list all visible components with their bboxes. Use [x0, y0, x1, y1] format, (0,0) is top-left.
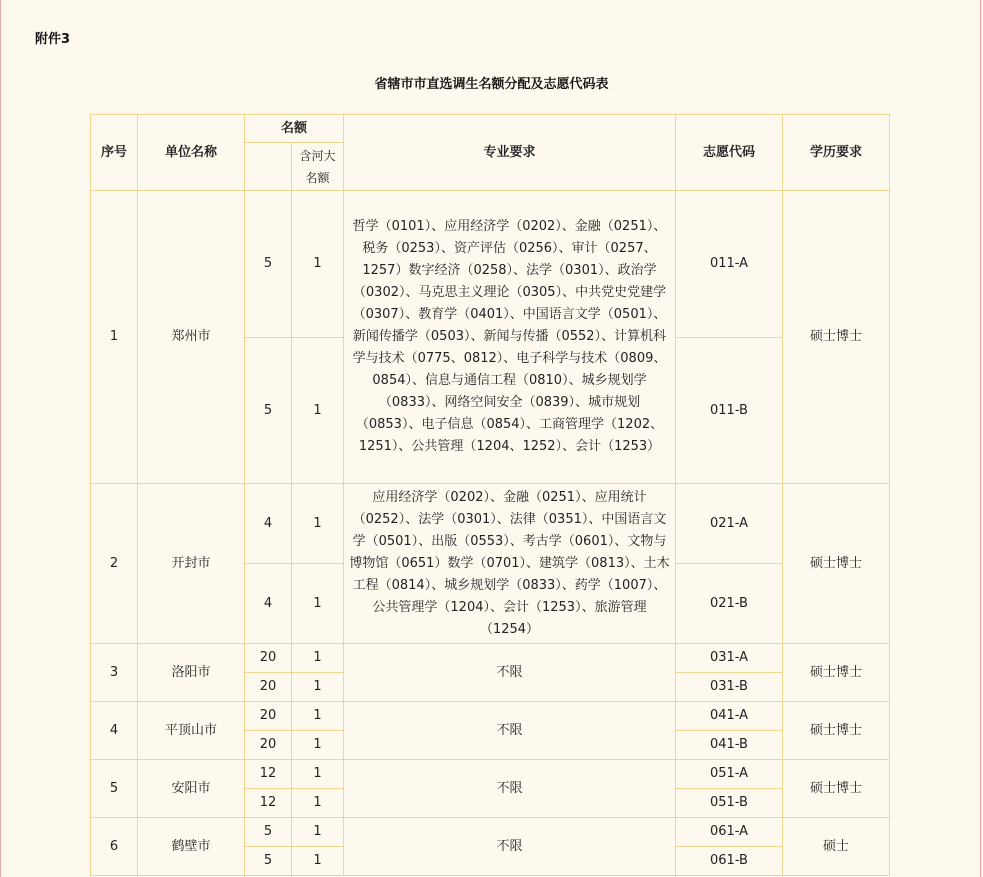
header-code: 志愿代码: [676, 115, 783, 191]
row-henan-quota: 1: [292, 731, 344, 760]
quota-table-body: [91, 191, 890, 876]
row-quota: 5: [245, 818, 292, 847]
row-seq: 4: [91, 702, 138, 760]
table-row: [91, 644, 890, 673]
table-row: [91, 191, 890, 338]
row-henan-quota: 1: [292, 673, 344, 702]
row-major: 不限: [344, 760, 676, 818]
header-unit: 单位名称: [138, 115, 245, 191]
row-code: 011-B: [676, 338, 783, 484]
row-seq: 3: [91, 644, 138, 702]
row-degree: 硕士: [783, 818, 890, 876]
row-quota: 5: [245, 338, 292, 484]
row-major: 哲学（0101）、应用经济学（0202）、金融（0251）、税务（0253）、资产评估（0256）、审计（0257、1257）数字经济（0258）、法学（0301）、政治学（0302）、马克思主义理论（0305）、中共党史党建学（0307）、教育学（0401）、中国语言文学（0501）、新闻传播学（0503）、新闻与传播（0552）、计算机科学与技术（0775、0812）、电子科学与技术（0809、0854）、信息与通信工程（0810）、城乡规划学（0833）、网络空间安全（0839）、城市规划（0853）、电子信息（0854）、工商管理学（1202、1251）、公共管理（1204、1252）、会计（1253）: [344, 191, 676, 484]
row-degree: 硕士博士: [783, 702, 890, 760]
header-degree: 学历要求: [783, 115, 890, 191]
quota-table: [90, 114, 890, 876]
row-degree: 硕士博士: [783, 760, 890, 818]
row-quota: 12: [245, 789, 292, 818]
row-quota: 20: [245, 731, 292, 760]
document-title: 省辖市市直选调生名额分配及志愿代码表: [374, 77, 609, 92]
row-quota: 5: [245, 191, 292, 338]
row-unit: 平顶山市: [138, 702, 245, 760]
table-row: [91, 484, 890, 564]
row-code: 061-A: [676, 818, 783, 847]
row-code: 041-A: [676, 702, 783, 731]
row-seq: 5: [91, 760, 138, 818]
row-major: 应用经济学（0202）、金融（0251）、应用统计（0252）、法学（0301）、法律（0351）、中国语言文学（0501）、出版（0553）、考古学（0601）、文物与博物馆（0651）数学（0701）、建筑学（0813）、土木工程（0814）、城乡规划学（0833）、药学（1007）、公共管理学（1204）、会计（1253）、旅游管理（1254）: [344, 484, 676, 644]
row-henan-quota: 1: [292, 760, 344, 789]
row-major: 不限: [344, 818, 676, 876]
header-quota: 名额: [245, 115, 344, 143]
row-quota: 4: [245, 564, 292, 644]
row-degree: 硕士博士: [783, 191, 890, 484]
row-degree: 硕士博士: [783, 644, 890, 702]
row-henan-quota: 1: [292, 847, 344, 876]
row-degree: 硕士博士: [783, 484, 890, 644]
table-row: [91, 702, 890, 731]
row-code: 061-B: [676, 847, 783, 876]
table-row: [91, 818, 890, 847]
row-henan-quota: 1: [292, 564, 344, 644]
attachment-label: 附件3: [35, 32, 71, 47]
row-code: 051-B: [676, 789, 783, 818]
row-code: 051-A: [676, 760, 783, 789]
row-quota: 20: [245, 673, 292, 702]
row-henan-quota: 1: [292, 818, 344, 847]
row-henan-quota: 1: [292, 338, 344, 484]
header-henan-quota: 含河大名额: [292, 143, 344, 191]
row-unit: 开封市: [138, 484, 245, 644]
row-henan-quota: 1: [292, 191, 344, 338]
row-quota: 20: [245, 644, 292, 673]
header-seq: 序号: [91, 115, 138, 191]
row-unit: 洛阳市: [138, 644, 245, 702]
header-quota-blank: [245, 143, 292, 191]
row-seq: 1: [91, 191, 138, 484]
row-seq: 2: [91, 484, 138, 644]
row-quota: 12: [245, 760, 292, 789]
row-code: 031-A: [676, 644, 783, 673]
row-code: 021-A: [676, 484, 783, 564]
table-row: [91, 760, 890, 789]
row-code: 011-A: [676, 191, 783, 338]
row-quota: 20: [245, 702, 292, 731]
row-henan-quota: 1: [292, 789, 344, 818]
row-quota: 5: [245, 847, 292, 876]
row-unit: 鹤壁市: [138, 818, 245, 876]
row-major: 不限: [344, 644, 676, 702]
row-code: 031-B: [676, 673, 783, 702]
row-unit: 郑州市: [138, 191, 245, 484]
row-henan-quota: 1: [292, 702, 344, 731]
row-code: 021-B: [676, 564, 783, 644]
row-major: 不限: [344, 702, 676, 760]
row-unit: 安阳市: [138, 760, 245, 818]
row-code: 041-B: [676, 731, 783, 760]
header-major: 专业要求: [344, 115, 676, 191]
row-henan-quota: 1: [292, 484, 344, 564]
row-quota: 4: [245, 484, 292, 564]
row-seq: 6: [91, 818, 138, 876]
row-henan-quota: 1: [292, 644, 344, 673]
